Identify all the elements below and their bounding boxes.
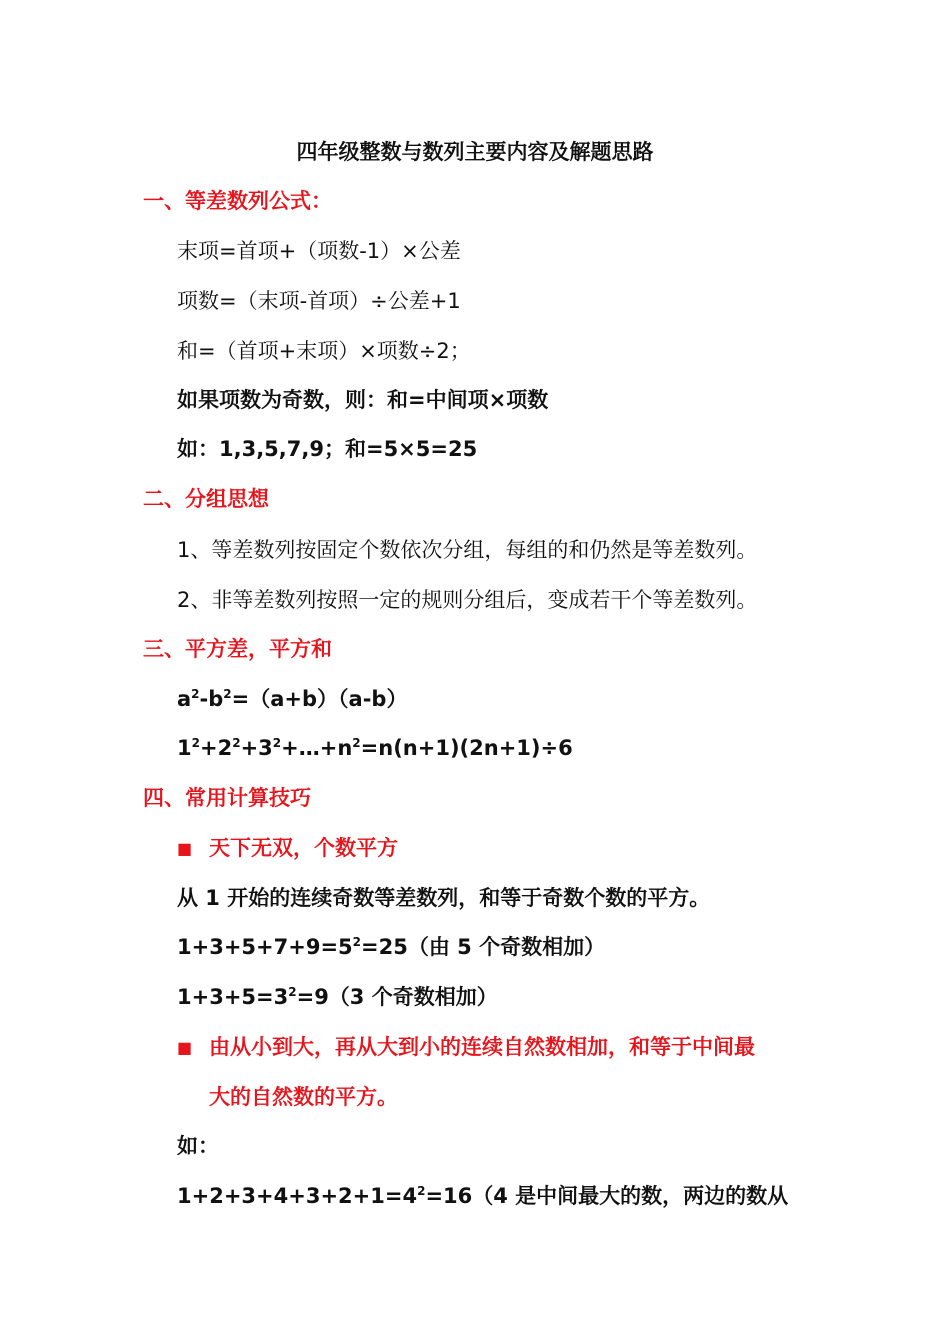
exponent: 2 xyxy=(223,687,232,701)
formula-text: +3 xyxy=(240,736,273,760)
formula-text: 1 xyxy=(177,736,192,760)
odd-count-rule: 如果项数为奇数，则：和=中间项×项数 xyxy=(177,388,549,412)
formula-term-count: 项数=（末项-首项）÷公差+1 xyxy=(177,289,461,313)
formula-text: =n(n+1)(2n+1)÷6 xyxy=(360,736,573,760)
exponent: 2 xyxy=(288,985,297,999)
grouping-point-1: 1、等差数列按固定个数依次分组，每组的和仍然是等差数列。 xyxy=(177,538,758,562)
square-bullet-icon: ■ xyxy=(177,839,193,858)
tip-heading-odd-squares: 天下无双，个数平方 xyxy=(209,836,398,860)
formula-text: +2 xyxy=(199,736,233,760)
exponent: 2 xyxy=(352,935,362,949)
section-heading-calc-tricks: 四、常用计算技巧 xyxy=(143,786,311,810)
example-text: =25（由 5 个奇数相加） xyxy=(361,935,606,959)
page-title: 四年级整数与数列主要内容及解题思路 xyxy=(296,140,654,164)
example-odd-sum-3 xyxy=(177,982,498,1012)
formula-text: +…+n xyxy=(281,736,353,760)
exponent: 2 xyxy=(191,736,200,750)
square-bullet-icon: ■ xyxy=(177,1038,193,1057)
section-heading-squares: 三、平方差，平方和 xyxy=(143,637,332,661)
exponent: 2 xyxy=(191,687,200,701)
odd-count-example: 如：1,3,5,7,9；和=5×5=25 xyxy=(177,437,478,461)
example-text: 1+3+5+7+9=5 xyxy=(177,935,353,959)
exponent: 2 xyxy=(232,736,241,750)
example-text: =9（3 个奇数相加） xyxy=(296,985,498,1009)
exponent: 2 xyxy=(272,736,282,750)
example-text: 1+3+5=3 xyxy=(177,985,289,1009)
exponent: 2 xyxy=(417,1184,426,1198)
formula-sum: 和=（首项+末项）×项数÷2； xyxy=(177,339,471,363)
section-heading-arithmetic-formula: 一、等差数列公式： xyxy=(143,189,332,213)
tip-heading-mountain-sum: 由从小到大，再从大到小的连续自然数相加，和等于中间最 xyxy=(209,1035,755,1059)
exponent: 2 xyxy=(352,736,361,750)
formula-text: -b xyxy=(199,687,224,711)
difference-of-squares-formula xyxy=(177,684,407,714)
section-heading-grouping: 二、分组思想 xyxy=(143,487,269,511)
grouping-point-2: 2、非等差数列按照一定的规则分组后，变成若干个等差数列。 xyxy=(177,588,758,612)
example-mountain-sum xyxy=(177,1181,788,1211)
example-text: =16（4 是中间最大的数，两边的数从 xyxy=(425,1184,789,1208)
formula-text: =（a+b）（a-b） xyxy=(231,687,408,711)
tip-description: 从 1 开始的连续奇数等差数列，和等于奇数个数的平方。 xyxy=(177,886,711,910)
example-odd-sum-5 xyxy=(177,932,605,962)
example-label: 如： xyxy=(177,1134,219,1158)
formula-last-term: 末项=首项+（项数-1）×公差 xyxy=(177,239,461,263)
example-text: 1+2+3+4+3+2+1=4 xyxy=(177,1184,418,1208)
tip-heading-mountain-sum-cont: 大的自然数的平方。 xyxy=(209,1085,398,1109)
formula-text: a xyxy=(177,687,192,711)
sum-of-squares-formula xyxy=(177,733,573,763)
